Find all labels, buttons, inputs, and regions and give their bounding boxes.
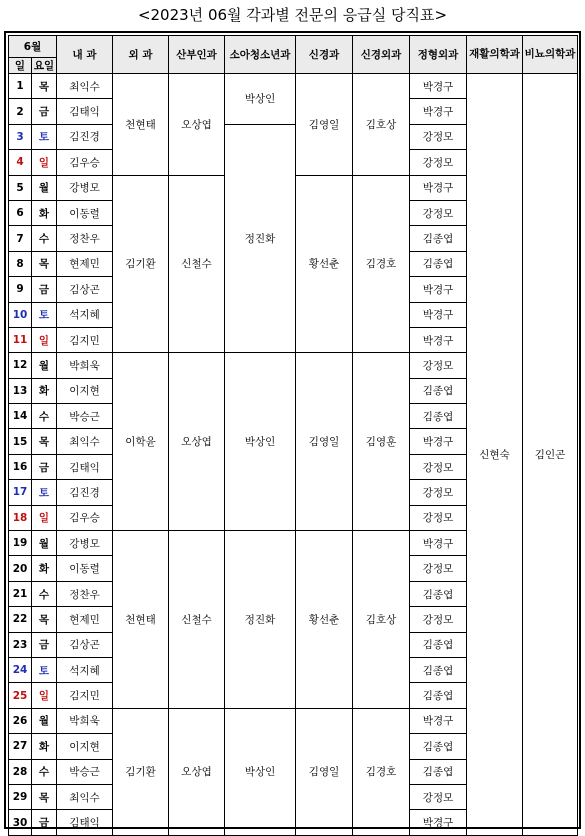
- day-cell: 14: [9, 404, 32, 429]
- internal-medicine-cell: 김태익: [57, 810, 113, 835]
- internal-medicine-cell: 석지혜: [57, 302, 113, 327]
- day-cell: 22: [9, 607, 32, 632]
- internal-medicine-cell: 박승근: [57, 759, 113, 784]
- obstetrics-cell: 신철수: [169, 531, 225, 709]
- internal-medicine-cell: 김상곤: [57, 277, 113, 302]
- orthopedics-cell: 강정모: [410, 480, 467, 505]
- weekday-cell: 일: [32, 150, 57, 175]
- neurosurgery-cell: 김경호: [353, 708, 410, 835]
- orthopedics-cell: 김종엽: [410, 657, 467, 682]
- internal-medicine-cell: 정찬우: [57, 581, 113, 606]
- weekday-cell: 월: [32, 708, 57, 733]
- weekday-cell: 토: [32, 657, 57, 682]
- month-header: 6월: [9, 36, 57, 58]
- weekday-cell: 월: [32, 353, 57, 378]
- day-cell: 24: [9, 657, 32, 682]
- weekday-cell: 화: [32, 734, 57, 759]
- neurosurgery-cell: 김호상: [353, 531, 410, 709]
- day-cell: 21: [9, 581, 32, 606]
- weekday-cell: 목: [32, 607, 57, 632]
- weekday-cell: 화: [32, 378, 57, 403]
- internal-medicine-cell: 김상곤: [57, 632, 113, 657]
- weekday-cell: 화: [32, 200, 57, 225]
- orthopedics-cell: 김종엽: [410, 404, 467, 429]
- weekday-cell: 목: [32, 429, 57, 454]
- urology-cell: 김인곤: [523, 74, 578, 836]
- neurology-cell: 황선춘: [296, 531, 353, 709]
- weekday-cell: 금: [32, 454, 57, 479]
- internal-medicine-cell: 최익수: [57, 784, 113, 809]
- weekday-cell: 목: [32, 74, 57, 99]
- orthopedics-cell: 박경구: [410, 531, 467, 556]
- internal-medicine-cell: 이지현: [57, 734, 113, 759]
- header-orthopedics: 정형외과: [410, 36, 467, 74]
- neurosurgery-cell: 김경호: [353, 175, 410, 353]
- weekday-cell: 수: [32, 581, 57, 606]
- orthopedics-cell: 박경구: [410, 277, 467, 302]
- pediatrics-cell: 정진화: [225, 124, 296, 353]
- neurology-cell: 김영일: [296, 708, 353, 835]
- orthopedics-cell: 김종엽: [410, 734, 467, 759]
- day-cell: 26: [9, 708, 32, 733]
- orthopedics-cell: 강정모: [410, 607, 467, 632]
- orthopedics-cell: 박경구: [410, 327, 467, 352]
- internal-medicine-cell: 김지민: [57, 683, 113, 708]
- internal-medicine-cell: 김태익: [57, 454, 113, 479]
- day-cell: 1: [9, 74, 32, 99]
- header-neurosurgery: 신경외과: [353, 36, 410, 74]
- orthopedics-cell: 박경구: [410, 429, 467, 454]
- weekday-cell: 토: [32, 302, 57, 327]
- orthopedics-cell: 강정모: [410, 505, 467, 530]
- weekday-cell: 화: [32, 556, 57, 581]
- day-cell: 9: [9, 277, 32, 302]
- internal-medicine-cell: 김지민: [57, 327, 113, 352]
- day-cell: 28: [9, 759, 32, 784]
- day-cell: 25: [9, 683, 32, 708]
- weekday-cell: 금: [32, 99, 57, 124]
- weekday-cell: 토: [32, 124, 57, 149]
- day-header: 일: [9, 58, 32, 74]
- general-surgery-cell: 김기환: [113, 175, 169, 353]
- internal-medicine-cell: 강병모: [57, 531, 113, 556]
- orthopedics-cell: 김종엽: [410, 683, 467, 708]
- orthopedics-cell: 박경구: [410, 708, 467, 733]
- neurology-cell: 황선춘: [296, 175, 353, 353]
- day-cell: 4: [9, 150, 32, 175]
- neurology-cell: 김영일: [296, 353, 353, 531]
- orthopedics-cell: 김종엽: [410, 632, 467, 657]
- obstetrics-cell: 신철수: [169, 175, 225, 353]
- internal-medicine-cell: 박희욱: [57, 708, 113, 733]
- orthopedics-cell: 김종엽: [410, 581, 467, 606]
- day-cell: 12: [9, 353, 32, 378]
- pediatrics-cell: 박상인: [225, 74, 296, 125]
- weekday-cell: 수: [32, 226, 57, 251]
- neurology-cell: 김영일: [296, 74, 353, 176]
- internal-medicine-cell: 이동렬: [57, 200, 113, 225]
- weekday-cell: 수: [32, 759, 57, 784]
- orthopedics-cell: 김종엽: [410, 226, 467, 251]
- header-pediatrics: 소아청소년과: [225, 36, 296, 74]
- weekday-cell: 일: [32, 505, 57, 530]
- orthopedics-cell: 강정모: [410, 353, 467, 378]
- pediatrics-cell: 박상인: [225, 353, 296, 531]
- obstetrics-cell: 오상엽: [169, 708, 225, 835]
- orthopedics-cell: 박경구: [410, 74, 467, 99]
- neurosurgery-cell: 김호상: [353, 74, 410, 176]
- day-cell: 10: [9, 302, 32, 327]
- day-cell: 23: [9, 632, 32, 657]
- pediatrics-cell: 박상인: [225, 708, 296, 835]
- roster-frame: [4, 31, 581, 829]
- day-cell: 20: [9, 556, 32, 581]
- header-row-1: [9, 36, 578, 58]
- internal-medicine-cell: 강병모: [57, 175, 113, 200]
- day-cell: 16: [9, 454, 32, 479]
- internal-medicine-cell: 정찬우: [57, 226, 113, 251]
- day-cell: 29: [9, 784, 32, 809]
- weekday-cell: 목: [32, 784, 57, 809]
- internal-medicine-cell: 김우승: [57, 150, 113, 175]
- orthopedics-cell: 강정모: [410, 454, 467, 479]
- day-cell: 19: [9, 531, 32, 556]
- orthopedics-cell: 강정모: [410, 784, 467, 809]
- day-cell: 11: [9, 327, 32, 352]
- header-rehabilitation: 재활의학과: [467, 36, 523, 74]
- day-cell: 2: [9, 99, 32, 124]
- header-urology: 비뇨의학과: [523, 36, 578, 74]
- orthopedics-cell: 김종엽: [410, 759, 467, 784]
- day-cell: 3: [9, 124, 32, 149]
- page-title: <2023년 06월 각과별 전문의 응급실 당직표>: [137, 6, 448, 24]
- orthopedics-cell: 박경구: [410, 175, 467, 200]
- neurosurgery-cell: 김영훈: [353, 353, 410, 531]
- weekday-cell: 일: [32, 683, 57, 708]
- general-surgery-cell: 김기환: [113, 708, 169, 835]
- general-surgery-cell: 천현태: [113, 531, 169, 709]
- internal-medicine-cell: 최익수: [57, 429, 113, 454]
- header-neurology: 신경과: [296, 36, 353, 74]
- general-surgery-cell: 천현태: [113, 74, 169, 176]
- internal-medicine-cell: 현제민: [57, 607, 113, 632]
- header-internal-medicine: 내 과: [57, 36, 113, 74]
- pediatrics-cell: 정진화: [225, 531, 296, 709]
- day-cell: 15: [9, 429, 32, 454]
- orthopedics-cell: 김종엽: [410, 378, 467, 403]
- day-cell: 7: [9, 226, 32, 251]
- table-row: [9, 74, 578, 99]
- orthopedics-cell: 강정모: [410, 556, 467, 581]
- obstetrics-cell: 오상엽: [169, 353, 225, 531]
- day-cell: 17: [9, 480, 32, 505]
- weekday-cell: 목: [32, 251, 57, 276]
- weekday-cell: 금: [32, 810, 57, 835]
- rehabilitation-cell: 신현숙: [467, 74, 523, 836]
- internal-medicine-cell: 이동렬: [57, 556, 113, 581]
- orthopedics-cell: 박경구: [410, 302, 467, 327]
- weekday-cell: 월: [32, 531, 57, 556]
- internal-medicine-cell: 현제민: [57, 251, 113, 276]
- orthopedics-cell: 강정모: [410, 124, 467, 149]
- general-surgery-cell: 이학윤: [113, 353, 169, 531]
- header-general-surgery: 외 과: [113, 36, 169, 74]
- roster-body: [9, 74, 578, 836]
- duty-roster-table: [8, 35, 578, 836]
- internal-medicine-cell: 박희욱: [57, 353, 113, 378]
- day-cell: 13: [9, 378, 32, 403]
- weekday-cell: 금: [32, 632, 57, 657]
- day-cell: 8: [9, 251, 32, 276]
- header-obstetrics-gynecology: 산부인과: [169, 36, 225, 74]
- day-cell: 5: [9, 175, 32, 200]
- orthopedics-cell: 김종엽: [410, 251, 467, 276]
- internal-medicine-cell: 김우승: [57, 505, 113, 530]
- day-cell: 30: [9, 810, 32, 835]
- internal-medicine-cell: 박승근: [57, 404, 113, 429]
- weekday-cell: 수: [32, 404, 57, 429]
- obstetrics-cell: 오상엽: [169, 74, 225, 176]
- weekday-cell: 월: [32, 175, 57, 200]
- orthopedics-cell: 박경구: [410, 99, 467, 124]
- weekday-header: 요일: [32, 58, 57, 74]
- orthopedics-cell: 박경구: [410, 810, 467, 835]
- internal-medicine-cell: 김진경: [57, 124, 113, 149]
- weekday-cell: 금: [32, 277, 57, 302]
- internal-medicine-cell: 김진경: [57, 480, 113, 505]
- internal-medicine-cell: 김태익: [57, 99, 113, 124]
- internal-medicine-cell: 최익수: [57, 74, 113, 99]
- weekday-cell: 일: [32, 327, 57, 352]
- day-cell: 18: [9, 505, 32, 530]
- day-cell: 6: [9, 200, 32, 225]
- day-cell: 27: [9, 734, 32, 759]
- internal-medicine-cell: 이지현: [57, 378, 113, 403]
- orthopedics-cell: 강정모: [410, 150, 467, 175]
- internal-medicine-cell: 석지혜: [57, 657, 113, 682]
- weekday-cell: 토: [32, 480, 57, 505]
- orthopedics-cell: 강정모: [410, 200, 467, 225]
